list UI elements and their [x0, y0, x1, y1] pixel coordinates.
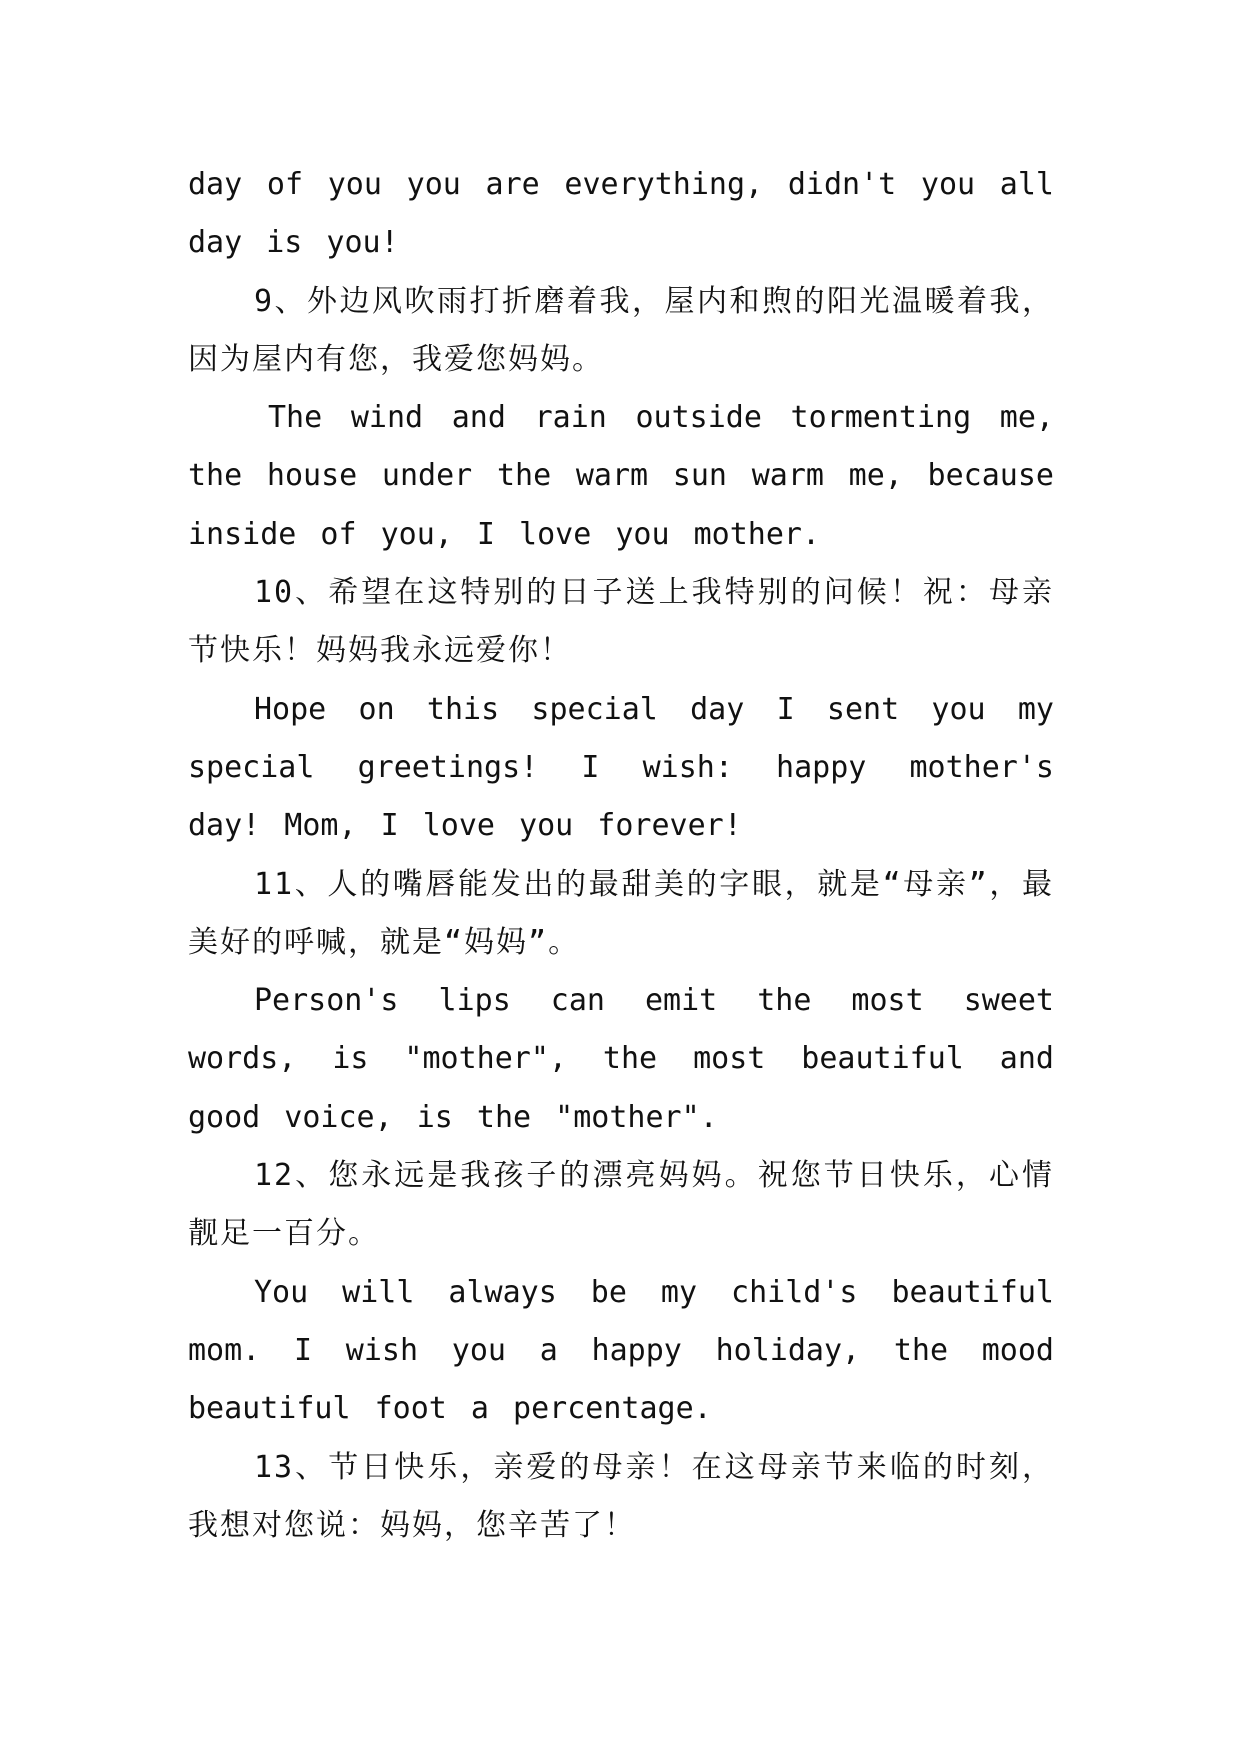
paragraph-chinese-item-9: 9、外边风吹雨打折磨着我，屋内和煦的阳光温暖着我，因为屋内有您，我爱您妈妈。 [188, 283, 1054, 377]
paragraph-chinese-item-13: 13、节日快乐，亲爱的母亲！在这母亲节来临的时刻，我想对您说：妈妈，您辛苦了！ [188, 1449, 1054, 1543]
paragraph-english-item-9: The wind and rain outside tormenting me, the house under the warm sun warm me, because inside of you, I love you mother. [188, 400, 1054, 552]
paragraph-english-item-11: Person's lips can emit the most sweet words, is "mother", the most beautiful and good voice, is the "mother". [188, 983, 1054, 1135]
paragraph-english-item-10: Hope on this special day I sent you my special greetings! I wish: happy mother's day! Mom, I love you forever! [188, 691, 1054, 844]
paragraph-chinese-item-12: 12、您永远是我孩子的漂亮妈妈。祝您节日快乐，心情靓足一百分。 [188, 1158, 1054, 1252]
paragraph-english-item-12: You will always be my child's beautiful mom. I wish you a happy holiday, the mood beautiful foot a percentage. [188, 1274, 1054, 1427]
document-body [188, 156, 1054, 1555]
paragraph-chinese-item-10: 10、希望在这特别的日子送上我特别的问候！祝：母亲节快乐！妈妈我永远爱你！ [188, 575, 1054, 669]
paragraph-chinese-item-11: 11、人的嘴唇能发出的最甜美的字眼，就是“母亲”，最美好的呼喊，就是“妈妈”。 [188, 866, 1054, 960]
paragraph-english-continuation: day of you you are everything, didn't you all day is you! [188, 167, 1054, 261]
